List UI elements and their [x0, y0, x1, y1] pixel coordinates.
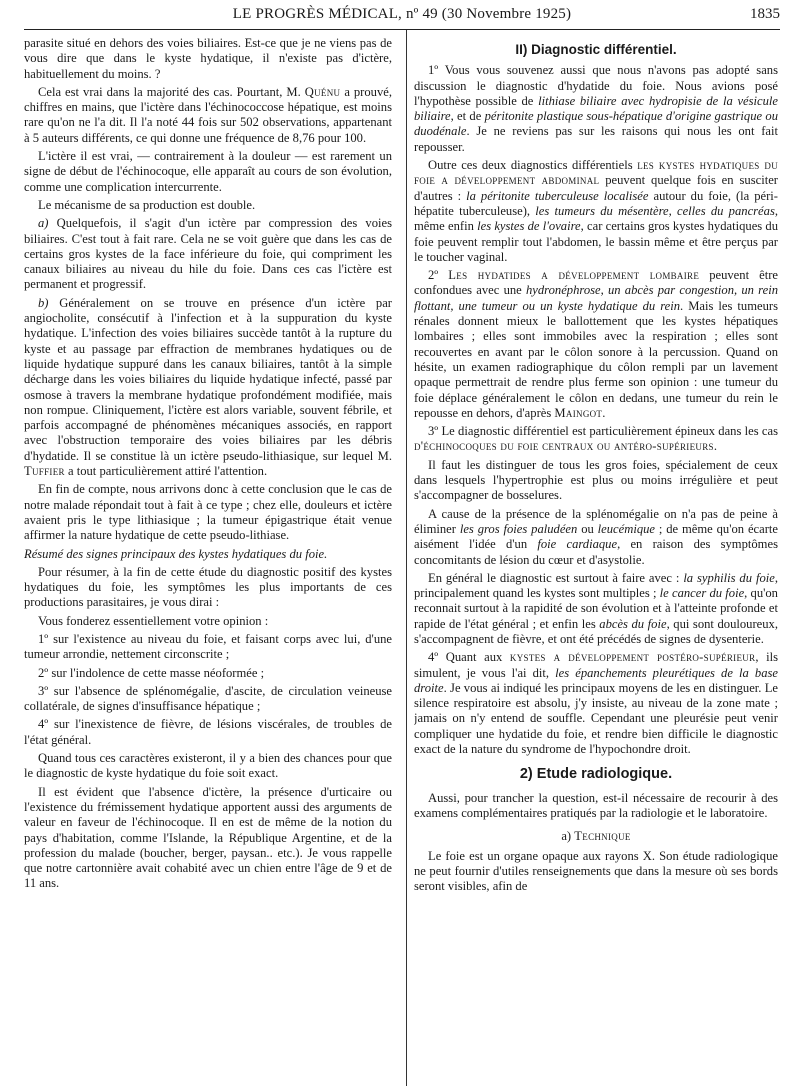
paragraph: Le foie est un organe opaque aux rayons X. Son étude radiologique ne peut fournir d'utiles renseignements que dans la mesure où ses bords seront visibles, afin de — [414, 848, 778, 894]
paragraph: Le mécanisme de sa production est double. — [38, 197, 256, 212]
paragraph: En général le diagnostic est surtout à faire avec : la syphilis du foie, principalement quand les kystes sont multiples ; le cancer du foie, qu'on reconnait surtout à la rapidité de son évolution et à l'atteinte profonde et rapide de l'état général ; et enfin les abcès du foie, qui sont douloureux, s'accompagnent de fièvre, et ont été précédés de signes de dysenterie. — [414, 570, 778, 646]
running-header — [24, 4, 780, 26]
column-divider — [406, 30, 407, 1086]
paragraph: Cela est vrai dans la majorité des cas. Pourtant, M. Quénu a prouvé, chiffres en mains, que l'ictère dans l'échinococcose hépatique, est moins rare qu'on ne l'a dit. Il l'a noté 44 fois sur 502 observations, appartenant à 5 auteurs différents, ce qui donne une fréquence de 8,76 pour 100. — [24, 84, 392, 145]
paragraph: Outre ces deux diagnostics différentiels les kystes hydatiques du foie a développement abdominal peuvent quelque fois en susciter d'autres : la péritonite tuberculeuse localisée autour du foie, (la péri-hépatite tuberculeuse), les tumeurs du mésentère, celles du pancréas, même enfin les kystes de l'ovaire, car certains gros kystes hydatiques du foie peuvent remplir tout l'abdomen, le bassin même et être perçus par le toucher vaginal. — [414, 158, 778, 264]
section-heading: 2) Etude radiologique. — [519, 766, 673, 783]
author-name: Tuffier — [24, 464, 65, 479]
page-number: 1835 — [750, 6, 780, 22]
paragraph: En fin de compte, nous arrivons donc à cette conclusion que le cas de notre malade répondait tout à fait à ce type ; chez elle, douleurs et ictère avaient pris le type lithiasique ; la tumeur épigastrique était venue affirmer la nature hydatique de cette pseudo-lithiase. — [24, 482, 392, 543]
paragraph: Il faut les distinguer de tous les gros foies, spécialement de ceux dans lesquels l'hypertrophie est plus ou moins irrégulière et peut s'accompagner de bosselures. — [414, 457, 778, 503]
paragraph: Quand tous ces caractères existeront, il y a bien des chances pour que le diagnostic de kyste hydatique du foie soit exact. — [24, 751, 392, 781]
paragraph: Vous fonderez essentiellement votre opinion : — [38, 613, 269, 628]
section-heading: II) Diagnostic différentiel. — [515, 42, 677, 57]
right-column — [414, 36, 778, 1086]
paragraph: Il est évident que l'absence d'ictère, la présence d'urticaire ou l'existence du frémissement hydatique apportent aussi des arguments de valeur en faveur de l'échinocoque. Il en est de même de la notion du pays d'habitation, comme l'Islande, la République Argentine, et de la profession du malade (boucher, berger, paysan.. etc.). Je vous rappelle que notre cartonnière avait cohabité avec un chien entre l'âge de 9 et de 11 ans. — [24, 784, 392, 891]
list-item: 4º sur l'inexistence de fièvre, de lésions viscérales, de troubles de l'état général. — [24, 717, 392, 747]
left-column — [24, 36, 392, 1086]
list-item: 2º sur l'indolence de cette masse néoformée ; — [38, 665, 265, 680]
author-name: Quénu — [304, 84, 341, 99]
author-name: Maingot — [554, 405, 603, 420]
list-item: 1º sur l'existence au niveau du foie, et faisant corps avec lui, d'une tumeur arrondie, nettement circonscrite ; — [24, 631, 392, 662]
paragraph: b) Généralement on se trouve en présence d'un ictère par angiocholite, consécutif à l'infection et à la suppuration du kyste hydatique. L'infection des voies biliaires succède tantôt à la rupture du kyste et au passage par effraction de membranes hydatiques ou de liquide hydatique suppuré dans les canaux biliaires, tantôt à la simple décharge dans les voies biliaires du liquide hydatique infecté, passé par osmose à travers la membrane hydatique profondément modifiée, mais non rompue. Cliniquement, l'ictère est alors variable, souvent fébrile, et parfois accompagné de phénomènes mécaniques associés, en rapport avec l'obstruction temporaire des voies biliaires par les débris d'hydatide. Il se constitue là un ictère pseudo-lithiasique, sur lequel M. Tuffier a tout particulièrement attiré l'attention. — [24, 295, 392, 479]
paragraph: 4º Quant aux kystes a développement postéro-supérieur, ils simulent, je vous l'ai dit, les épanchements pleurétiques de la base droite. Je vous ai indiqué les principaux moyens de les en distinguer. Le silence respiratoire est absolu, j'y insiste, au niveau de la zone mate ; jamais on n'y entend de souffle. Cependant une pleurésie peut venir compliquer une hydatide du foie, et rendre bien difficile le diagnostic exact de la nature du syndrome de l'hypochondre droit. — [414, 650, 778, 757]
paragraph: A cause de la présence de la splénomégalie on n'a pas de peine à éliminer les gros foies paludéen ou leucémique ; de même qu'on écarte aisément l'idée d'un foie cardiaque, en raison des symptômes concomitants de lésion du cœur et d'asystolie. — [414, 506, 778, 567]
paragraph: L'ictère il est vrai, — contrairement à la douleur — est rarement un signe de début de l'échinocoque, elle apparaît au cours de son évolution, comme une complication intercurrente. — [24, 149, 392, 194]
subheading: Résumé des signes principaux des kystes hydatiques du foie. — [24, 546, 328, 561]
subsection-heading: a) Technique — [561, 829, 631, 844]
list-item: 3º sur l'absence de splénomégalie, d'ascite, de circulation veineuse collatérale, de signes d'insuffisance hépatique ; — [24, 683, 392, 714]
paragraph: 1º Vous vous souvenez aussi que nous n'avons pas adopté sans discussion le diagnostic d'hydatide du foie. Nous avions posé l'hypothèse possible de lithiase biliaire avec hydropisie de la vésicule biliaire, et de péritonite plastique sous-hépatique d'origine gastrique ou duodénale. Je ne reviens pas sur les raisons qui nous les ont fait repousser. — [414, 63, 778, 154]
header-rule — [24, 29, 780, 30]
journal-title: LE PROGRÈS MÉDICAL, nº 49 (30 Novembre 1925) — [232, 6, 572, 22]
paragraph: 3º Le diagnostic différentiel est particulièrement épineux dans les cas d'échinocoques du foie centraux ou antéro-supérieurs. — [414, 424, 778, 454]
paragraph: parasite situé en dehors des voies biliaires. Est-ce que je ne viens pas de vous dire que dans le kyste hydatique, il n'existe pas d'ictère, habituellement du moins. ? — [24, 36, 392, 81]
paragraph: 2º Les hydatides a développement lombaire peuvent être confondues avec une hydronéphrose, un abcès par congestion, un rein flottant, une tumeur ou un kyste hydatique du rein. Mais les tumeurs rénales donnent mieux le ballottement que les kystes hépatiques lombaires ; elles sont immobiles avec la respiration ; elles sont recouvertes en avant par le côlon sonore à la percussion. Quand on hésite, un examen radiographique du côlon rempli par un lavement opaque permettrait de rendre plus ferme son opinion : une tumeur du foie déplace généralement le côlon en dedans, une tumeur du rein le repousse en dehors, d'après Maingot. — [414, 268, 778, 420]
paragraph: Pour résumer, à la fin de cette étude du diagnostic positif des kystes hydatiques du foie, les symptômes les plus importants de ces productions parasitaires, je vous dirai : — [24, 564, 392, 610]
paragraph: Aussi, pour trancher la question, est-il nécessaire de recourir à des examens complémentaires pratiqués par la radiologie et le laboratoire. — [414, 790, 778, 820]
paragraph: a) Quelquefois, il s'agit d'un ictère par compression des voies biliaires. C'est tout à fait rare. Cela ne se voit guère que dans les cas de certains gros kystes de la face inférieure du foie, qui compriment les canaux biliaires au niveau du hile du foie. Dans ces cas l'ictère est permanent et progressif. — [24, 216, 392, 292]
